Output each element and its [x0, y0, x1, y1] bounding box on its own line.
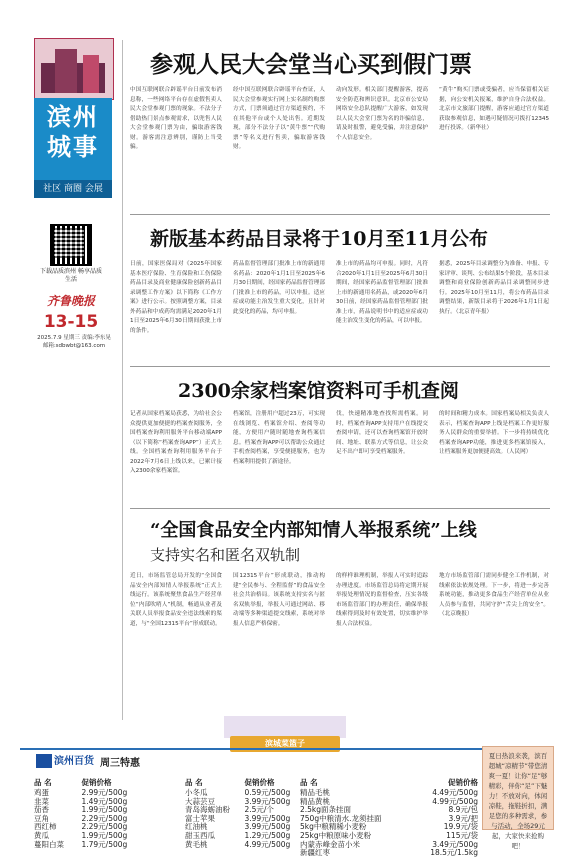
item-price: 4.99元/500g: [244, 839, 291, 849]
item-name: 豆角: [34, 813, 49, 823]
item-name: 茄香: [34, 805, 49, 815]
table-row: [300, 841, 478, 850]
item-price: 3.99元/500g: [244, 813, 291, 823]
article4-headline: “全国食品安全内部知情人举报系统”上线: [150, 520, 477, 541]
item-price: 0.59元/500g: [244, 788, 291, 797]
building-shape: [83, 55, 99, 93]
item-price: 19.9元/袋: [443, 822, 478, 832]
item-price: 8.9元/包: [448, 805, 478, 815]
item-price: 3.49元/500g: [432, 839, 478, 849]
promo-divider: [20, 748, 550, 750]
article-divider: [130, 508, 550, 509]
article3-column: 记者从国家档案局获悉，为给社会公众提供更加便捷的档案查阅服务，全国档案查询利用服务平台移动端APP（以下简称“档案查询APP”）正式上线。全国档案查询利用服务平台于2022年7月6日上线以来，已累计接入2300余家档案馆。: [130, 411, 222, 474]
article4-column: 的样样谁理机制，举报人可实时追踪办理进度。市场监管总局将定期开展举报处理情况的监督检查，压实各级市场监管部门的办理责任，确保举报线索得到及时有效处置，切实维护举报人合法权益。: [336, 573, 428, 627]
page-range: 13-15: [43, 312, 99, 332]
item-name: 小冬瓜: [185, 788, 208, 797]
item-price: 2.29元/500g: [81, 822, 128, 832]
col-header: 品 名: [34, 777, 52, 787]
article3-column: 伐，快速精准地查找所需档案。同时，档案查询APP支持用户在线提交查阅申请，还可以查询档案馆开放时间、地址、联系方式等信息，让公众足不出户即可享受档案服务。: [336, 411, 428, 455]
article4-subheadline: 支持实名和匿名双轨制: [150, 546, 301, 564]
article1-headline: 参观人民大会堂当心买到假门票: [150, 51, 472, 78]
qr-caption: 下载品质滨州 畅享品质生活: [40, 268, 102, 283]
article2-column: 准上市的药品均可申报。同时，凡符合2020年1月1日至2025年6月30日期间，经国家药品监督管理部门批准上市的新通用名药品，或2020年6月30日前，经国家药品监督管理部门批准上市，药品说明书中的适应症或功能主治发生变化的药品，可以申报。: [336, 261, 428, 324]
item-price: 3.99元/500g: [244, 822, 291, 832]
item-price: 3.9元/把: [448, 813, 478, 823]
col-header: 品 名: [300, 777, 318, 787]
item-price: 1.99元/500g: [81, 830, 128, 840]
item-price: 4.99元/500g: [432, 796, 478, 806]
item-name: 2.5kg面条挂面: [300, 805, 352, 815]
article4-column: 地方市场监管部门需同步健全工作机制，对线索依法依规处理。下一步，将进一步完善系统功能，推动更多食品生产经营单位从业人员参与监督，共同守护“舌尖上的安全”。（北京晚报）: [439, 573, 549, 617]
article4-column: 近日，市场监管总局开发的“全国食品安全内部知情人举报系统”正式上线运行。该系统聚焦食品生产经营单位“内部吹哨人”机制，畅通从业者及关联人员举报食品安全违法线索的渠道，与“全国12315平台”形成联动。: [130, 573, 222, 627]
article3-headline: 2300余家档案馆资料可手机查阅: [178, 380, 459, 402]
item-name: 精品毛桃: [300, 788, 330, 797]
store-logo: [36, 752, 96, 770]
issue-meta: 2025.7.9 星期三 责编:李东晃 邮箱:sdbwbt@163.com: [37, 335, 111, 349]
table-row: [34, 841, 154, 850]
item-name: 西红柿: [34, 822, 57, 832]
item-name: 红油桃: [185, 822, 208, 832]
item-price: 2.29元/500g: [81, 813, 128, 823]
table-row: [185, 841, 305, 850]
item-name: 韭菜: [34, 796, 49, 806]
item-name: 25kg中粮原味小麦粉: [300, 830, 372, 840]
section-subtitle: 社区 商圈 会展: [34, 180, 112, 198]
item-name: 750g中粮清水.龙须挂面: [300, 813, 382, 823]
building-shape: [55, 49, 77, 93]
article2-column: 日前，国家医保局对《2025年国家基本医疗保险、生育保险和工伤保险药品目录及商业健康保险创新药品目录调整工作方案》以下简称《工作方案》进行公示。按照调整方案，目录外药品和中成药均需满足2020年1月1日至2025年6月30日期间获批上市的条件。: [130, 261, 222, 334]
item-name: 内蒙赤峰金苗小米: [300, 839, 360, 849]
col-header: 促销价格: [81, 777, 112, 787]
item-price: 1.99元/500g: [81, 805, 128, 815]
section-title: 滨州城事: [47, 102, 99, 161]
article-divider: [130, 366, 550, 367]
item-price: 1.49元/500g: [81, 796, 128, 806]
store-name: 滨州百货: [54, 756, 94, 767]
item-name: 精品黄桃: [300, 796, 330, 806]
price-table: [34, 776, 154, 849]
col-header: 促销价格: [244, 777, 275, 787]
item-name: 黄瓜: [34, 830, 49, 840]
article1-column: 动向发形。相关部门提醒游客，提高安全防范和辨识意识。北京市公安局网络安全总队提醒广大游客，如发现以人民大会堂门票为名的诈骗信息，请及时报警，避免受骗，并注意保护个人信息安全。: [336, 87, 428, 141]
item-name: 5kg中粮精稀小麦粉: [300, 822, 367, 832]
article3-column: 的时间和精力成本。国家档案局相关负责人表示，档案查询APP上线是档案工作更好服务人民群众的重要举措。下一步将持续优化档案查询APP功能，推进更多档案馆接入，让档案服务更加便捷高效。（人民网）: [439, 411, 549, 455]
item-price: 18.5元/1.5kg: [430, 848, 478, 858]
article1-column: 经中国互联网联合辟谣平台查证，人民大会堂参观实行网上实名制约购票方式，门票须通过官方渠道预约，不在其他平台或个人处出售。近期发现，部分不法分子以“黄牛票”“代购票”等名义进行售卖，骗取游客钱财。: [233, 87, 325, 150]
article1-column: “黄牛”购买门票或受骗者，应当保留相关证据，向公安机关报案，维护自身合法权益。北京市文旅部门提醒，游客应通过官方渠道获取参观信息，如遇可疑情况可拨打12345进行投诉。（新华社）: [439, 87, 549, 131]
item-price: 2.99元/500g: [81, 788, 128, 797]
item-price: 4.49元/500g: [432, 788, 478, 797]
item-name: 甜玉西瓜: [185, 830, 215, 840]
price-table: [300, 776, 478, 858]
article2-column: 据悉，2025年目录调整分为准备、申报、专家评审、谈判、公布结果5个阶段，基本目录调整和商业保险创新药品目录调整同步进行。2025年10月至11月，将公布药品目录调整结果，新版目录将于2026年1月1日起执行。（北京青年报）: [439, 261, 549, 315]
store-logo-icon: [36, 754, 52, 768]
col-header: 促销价格: [448, 777, 478, 787]
item-price: 1.79元/500g: [81, 839, 128, 849]
promo-illustration: [224, 716, 346, 738]
article4-column: 国12315平台”形成联动，推动构建“全民参与、全程监督”的食品安全社会共治格局。该系统支持实名与匿名双轨举报，举报人可通过网站、移动端等多种渠道提交线索，系统对举报人信息严格保密。: [233, 573, 325, 627]
promo-card: 夏日热浪来袭，滨百超城“凉精节”带您清爽一夏！让你“足”够精彩，伴你“足”下魅力！不放对向，体闲凉鞋，拖鞋折扣，满足您的多种需求，参与活动，全场29元起，大家快来抢购吧！: [482, 746, 554, 830]
item-name: 大蒜芸豆: [185, 796, 215, 806]
article3-column: 档案馆，注册用户超过23万，可实现在线浏览、档案馆介绍、查阅等功能，方便用户随时随地查询档案信息。档案查询APP可以帮助公众通过手机查阅档案，享受便捷服务，也为档案利用提供了新途径。: [233, 411, 325, 465]
masthead-illustration: [34, 38, 114, 100]
table-row: [300, 849, 478, 858]
item-name: 新疆红枣: [300, 848, 330, 858]
col-header: 品 名: [185, 777, 203, 787]
article2-column: 药品监督管理部门批准上市的新通用名药品：2020年1月1日至2025年6月30日期间，经国家药品监督管理部门批准上市的药品，可以申报。适应症或功能主治发生重大变化，且针对此变化的药品，均可申报。: [233, 261, 325, 315]
article2-headline: 新版基本药品目录将于10月至11月公布: [150, 228, 488, 250]
special-title: 周三特惠: [100, 758, 140, 769]
item-price: 3.99元/500g: [244, 796, 291, 806]
article1-column: 中国互联网联合辟谣平台日前发布消息称，一些网络平台存在虚假售卖人民大会堂参观门票的现象。不法分子借助热门景点参观需求，以兜售人民大会堂参观门票为由，骗取游客钱财。游客需注意辨别，谨防上当受骗。: [130, 87, 222, 150]
sidebar-divider: [122, 40, 123, 720]
section-title-box: [34, 98, 112, 198]
qr-code-pattern: [54, 228, 84, 258]
item-name: 鸡蛋: [34, 788, 49, 797]
price-table: [185, 776, 305, 849]
promo-banner-text: 滨城菜篮子: [265, 739, 305, 748]
item-name: 富士苹果: [185, 813, 215, 823]
article-divider: [130, 214, 550, 215]
item-price: 115元/袋: [446, 830, 478, 840]
item-name: 蔓阳白菜: [34, 839, 64, 849]
newspaper-logo: 齐鲁晚报: [46, 294, 95, 308]
item-name: 黄毛桃: [185, 839, 208, 849]
item-name: 青岛海蛎油粉: [185, 805, 230, 815]
item-price: 2.5元/个: [244, 805, 274, 815]
item-price: 1.29元/500g: [244, 830, 291, 840]
